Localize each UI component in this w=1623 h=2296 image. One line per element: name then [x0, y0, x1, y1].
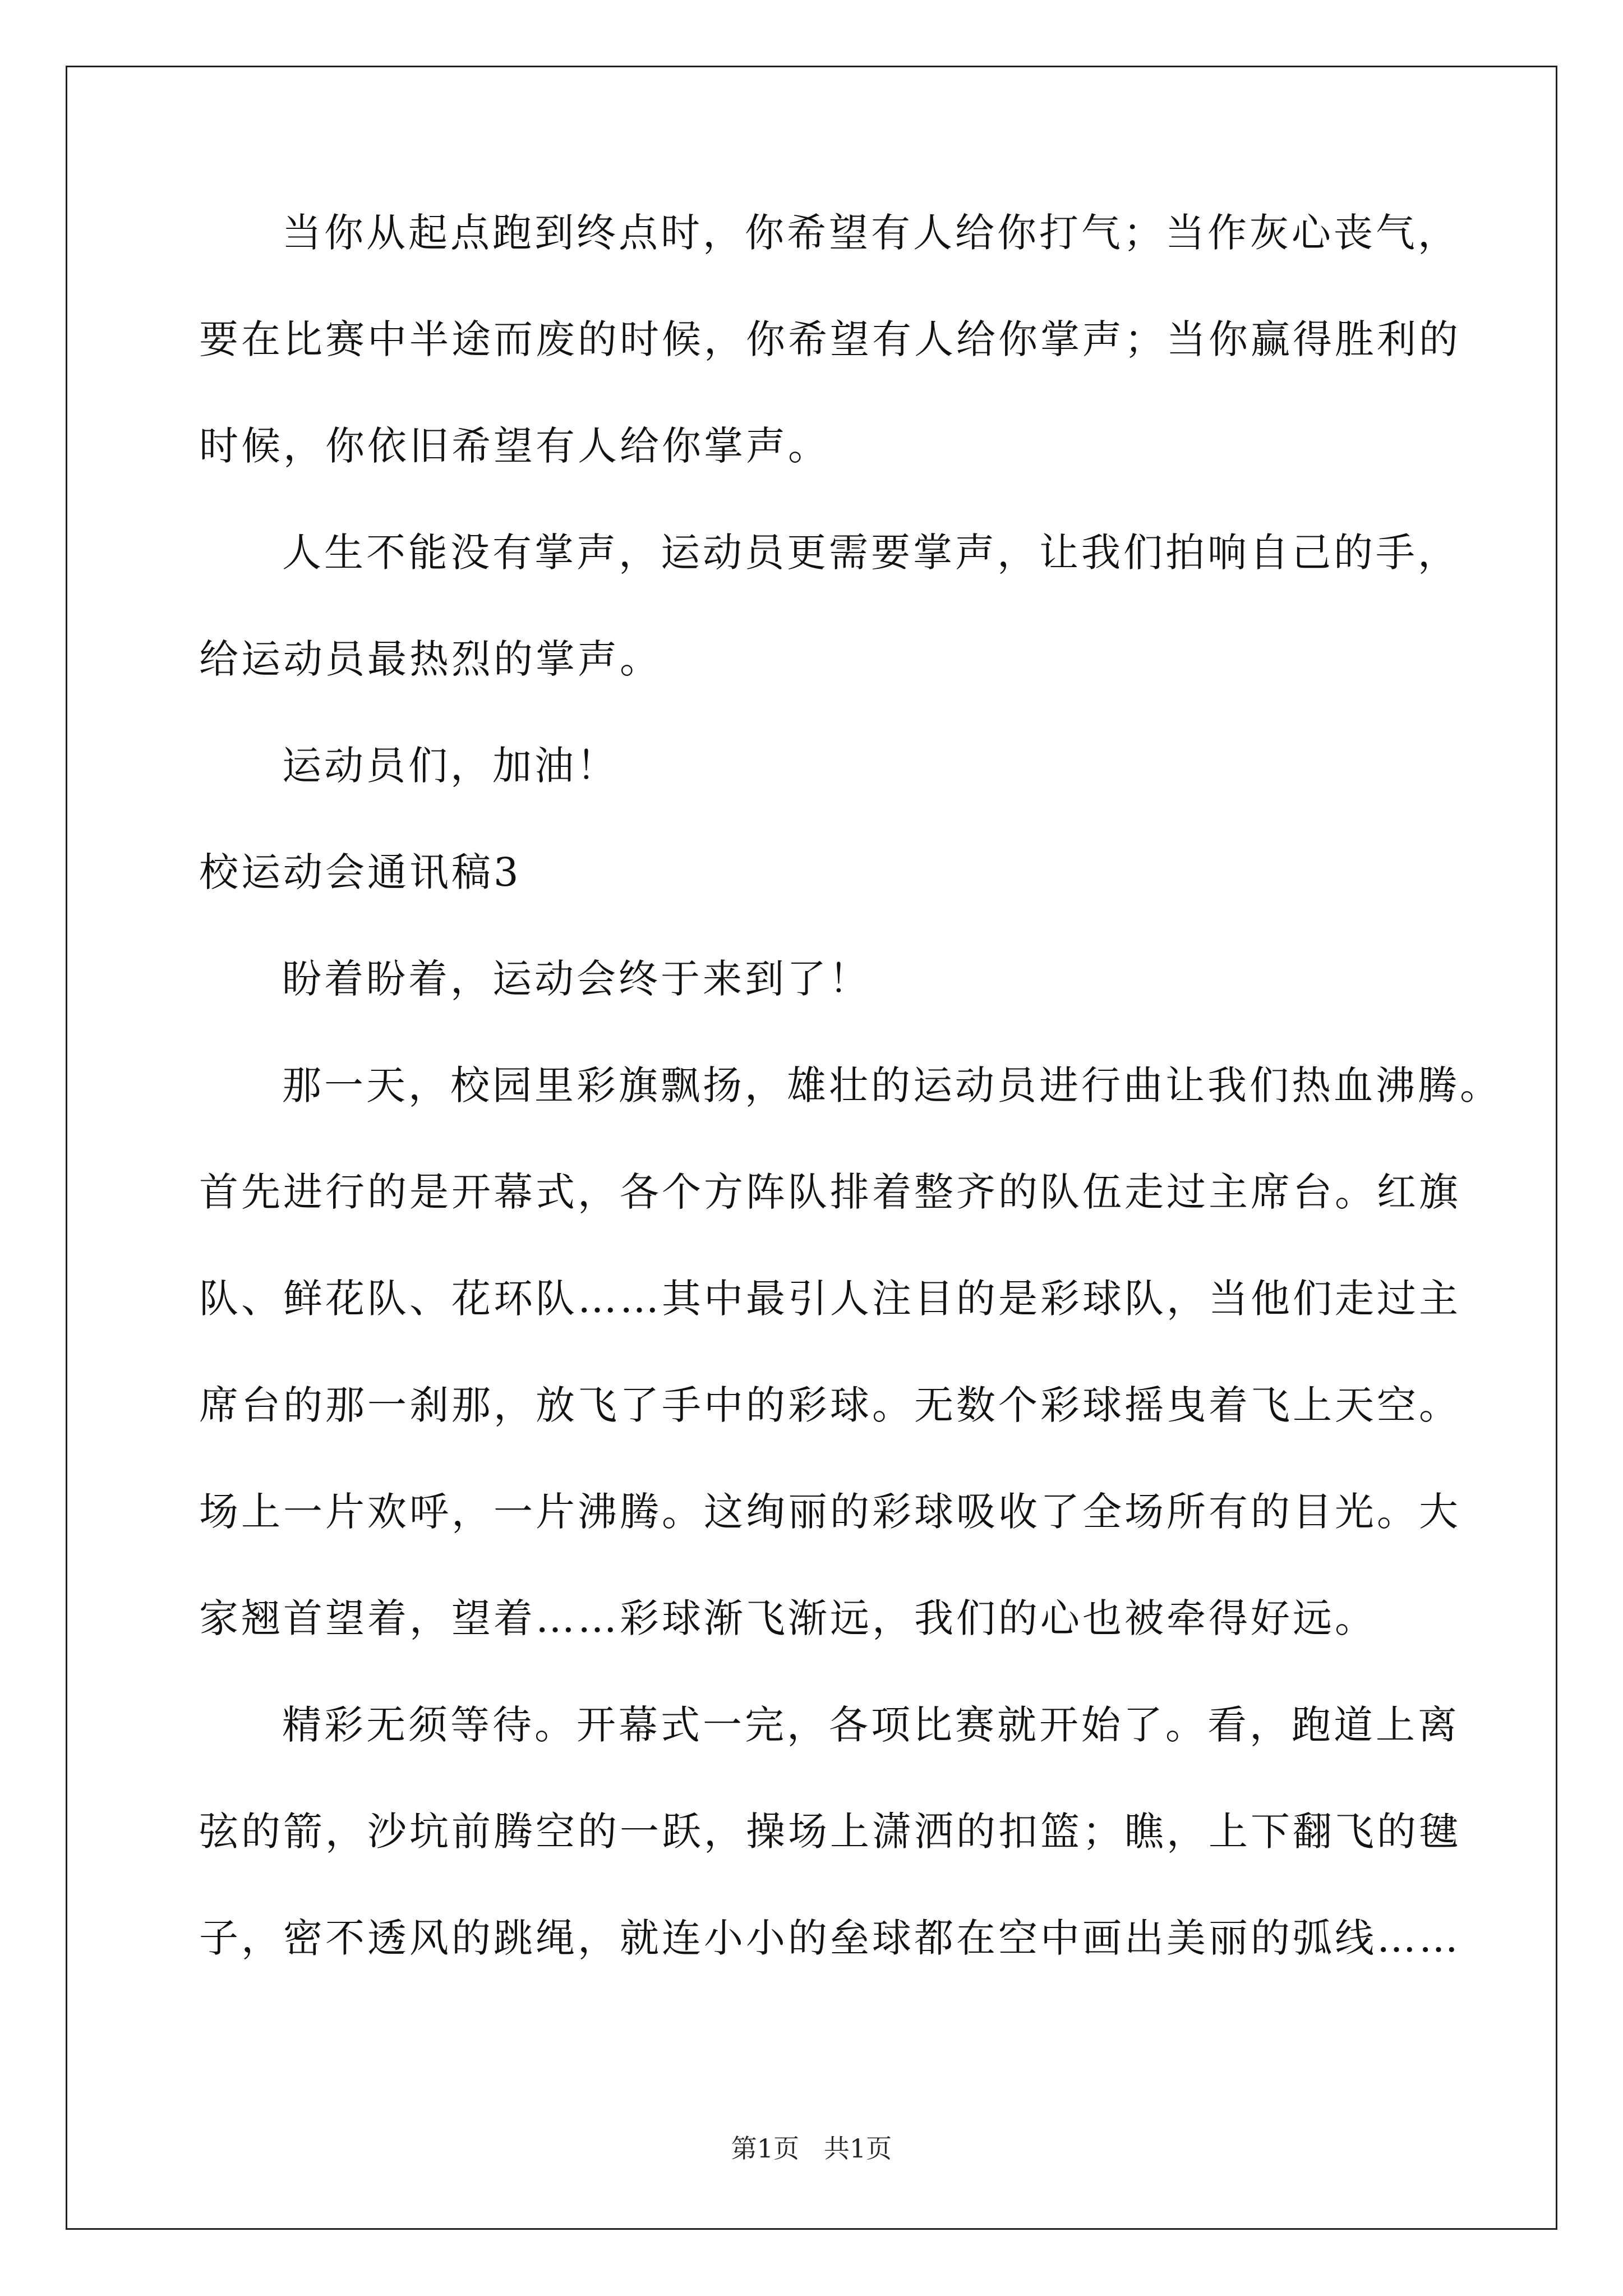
text-line: 要在比赛中半途而废的时候，你希望有人给你掌声；当你赢得胜利的	[199, 316, 1461, 362]
page-number-footer: 第1页 共1页	[731, 2133, 892, 2164]
text-line: 场上一片欢呼，一片沸腾。这绚丽的彩球吸收了全场所有的目光。大	[199, 1489, 1461, 1535]
text-line: 弦的箭，沙坑前腾空的一跃，操场上潇洒的扣篮；瞧，上下翻飞的毽	[199, 1809, 1461, 1855]
text-line: 首先进行的是开幕式，各个方阵队排着整齐的队伍走过主席台。红旗	[199, 1169, 1461, 1215]
text-line: 人生不能没有掌声，运动员更需要掌声，让我们拍响自己的手，	[282, 530, 1460, 576]
text-line: 运动员们，加油！	[282, 743, 619, 789]
text-line: 子，密不透风的跳绳，就连小小的垒球都在空中画出美丽的弧线……	[199, 1915, 1461, 1961]
text-line: 队、鲜花队、花环队……其中最引人注目的是彩球队，当他们走过主	[199, 1276, 1461, 1322]
section-heading: 校运动会通讯稿3	[199, 849, 522, 895]
text-line: 家翘首望着，望着……彩球渐飞渐远，我们的心也被牵得好远。	[199, 1595, 1377, 1641]
text-line: 时候，你依旧希望有人给你掌声。	[199, 423, 830, 469]
text-line: 精彩无须等待。开幕式一完，各项比赛就开始了。看，跑道上离	[282, 1702, 1460, 1748]
text-line: 盼着盼着，运动会终于来到了！	[282, 956, 871, 1002]
page-border	[66, 66, 1557, 2230]
text-line: 当你从起点跑到终点时，你希望有人给你打气；当作灰心丧气，	[282, 210, 1460, 256]
text-line: 那一天，校园里彩旗飘扬，雄壮的运动员进行曲让我们热血沸腾。	[282, 1062, 1502, 1108]
text-line: 给运动员最热烈的掌声。	[199, 636, 662, 682]
text-line: 席台的那一刹那，放飞了手中的彩球。无数个彩球摇曳着飞上天空。	[199, 1382, 1461, 1428]
